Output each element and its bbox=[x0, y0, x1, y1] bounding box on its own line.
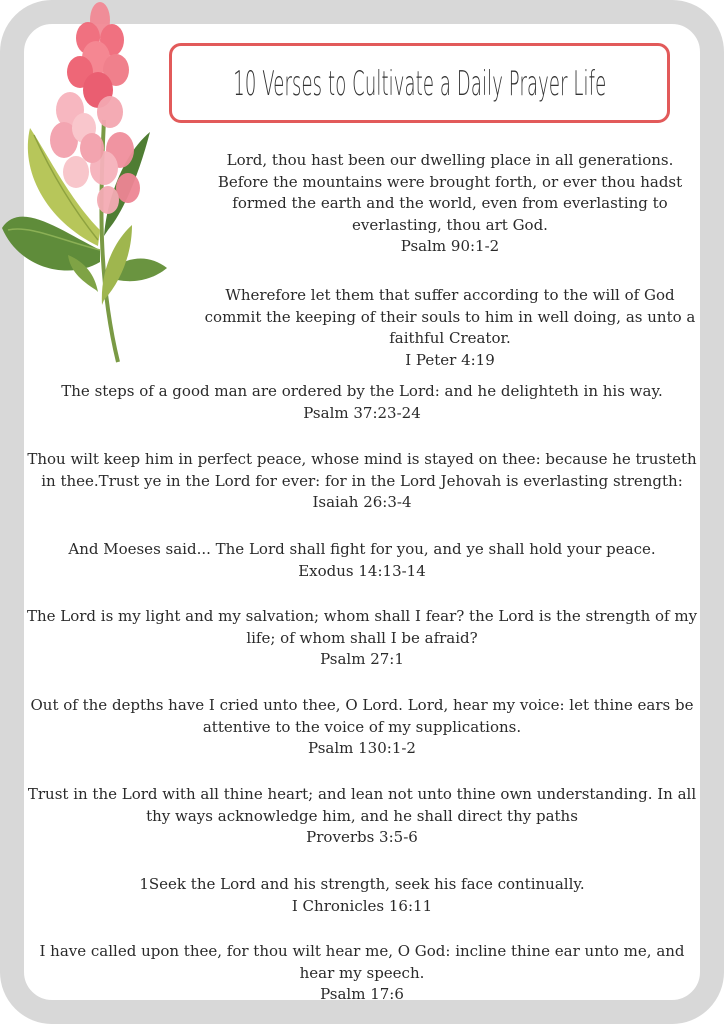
verse-line: The steps of a good man are ordered by the Lord: and he delighteth in his way. bbox=[61, 382, 663, 400]
verse-psalm-37 bbox=[0, 381, 724, 424]
verse-isaiah-26 bbox=[0, 449, 724, 514]
verse-psalm-130 bbox=[0, 695, 724, 760]
verse-line: And Moeses said... The Lord shall fight for you, and ye shall hold your peace. bbox=[68, 540, 656, 558]
verse-line: hear my speech. bbox=[299, 963, 425, 982]
verse-reference: Isaiah 26:3-4 bbox=[312, 493, 412, 511]
verse-line: commit the keeping of their souls to him in well doing, as unto a bbox=[204, 307, 696, 326]
verse-reference: I Chronicles 16:11 bbox=[291, 896, 433, 915]
verse-line: formed the earth and the world, even from everlasting to bbox=[232, 194, 668, 212]
verse-line: everlasting, thou art God. bbox=[352, 215, 548, 234]
verse-psalm-27 bbox=[0, 606, 724, 671]
verse-reference: Exodus 14:13-14 bbox=[298, 561, 426, 580]
verse-1-chronicles-16 bbox=[0, 874, 724, 917]
verse-line: 1Seek the Lord and his strength, seek his face continually. bbox=[139, 875, 585, 893]
verse-line: thy ways acknowledge him, and he shall direct thy paths bbox=[146, 806, 578, 825]
verse-line: attentive to the voice of my supplications. bbox=[202, 717, 522, 736]
verse-line: Trust in the Lord with all thine heart; and lean not unto thine own understanding. In all bbox=[27, 785, 697, 803]
verse-line: Out of the depths have I cried unto thee, O Lord. Lord, hear my voice: let thine ears be bbox=[30, 696, 694, 714]
verse-line: Before the mountains were brought forth, or ever thou hadst bbox=[217, 172, 683, 191]
verse-reference: Psalm 130:1-2 bbox=[308, 739, 416, 757]
verse-line: faithful Creator. bbox=[389, 329, 511, 347]
verse-reference: Psalm 90:1-2 bbox=[400, 237, 500, 255]
verse-line: Lord, thou hast been our dwelling place in all generations. bbox=[226, 151, 674, 169]
pink-ginger-flower-icon bbox=[0, 0, 175, 370]
verse-reference: I Peter 4:19 bbox=[405, 350, 495, 369]
verse-psalm-17 bbox=[0, 941, 724, 1006]
verse-proverbs-3 bbox=[0, 784, 724, 849]
verse-line: in thee.Trust ye in the Lord for ever: for in the Lord Jehovah is everlasting strength: bbox=[41, 471, 683, 490]
verse-reference: Psalm 37:23-24 bbox=[303, 403, 421, 422]
verse-1-peter-4 bbox=[180, 285, 720, 371]
page-title: 10 Verses to Cultivate a Daily Prayer Life bbox=[232, 62, 607, 104]
title-box bbox=[169, 43, 670, 123]
verse-line: life; of whom shall I be afraid? bbox=[246, 628, 478, 647]
verse-reference: Psalm 17:6 bbox=[320, 985, 404, 1003]
verse-exodus-14 bbox=[0, 539, 724, 582]
verse-reference: Psalm 27:1 bbox=[320, 650, 404, 668]
verse-line: Wherefore let them that suffer according to the will of God bbox=[225, 286, 675, 304]
verse-line: Thou wilt keep him in perfect peace, whose mind is stayed on thee: because he trusteth bbox=[27, 450, 697, 468]
verse-line: I have called upon thee, for thou wilt hear me, O God: incline thine ear unto me, and bbox=[39, 942, 685, 960]
verse-reference: Proverbs 3:5-6 bbox=[306, 828, 418, 846]
verse-line: The Lord is my light and my salvation; whom shall I fear? the Lord is the strength of my bbox=[26, 607, 698, 625]
verse-psalm-90 bbox=[190, 150, 710, 258]
